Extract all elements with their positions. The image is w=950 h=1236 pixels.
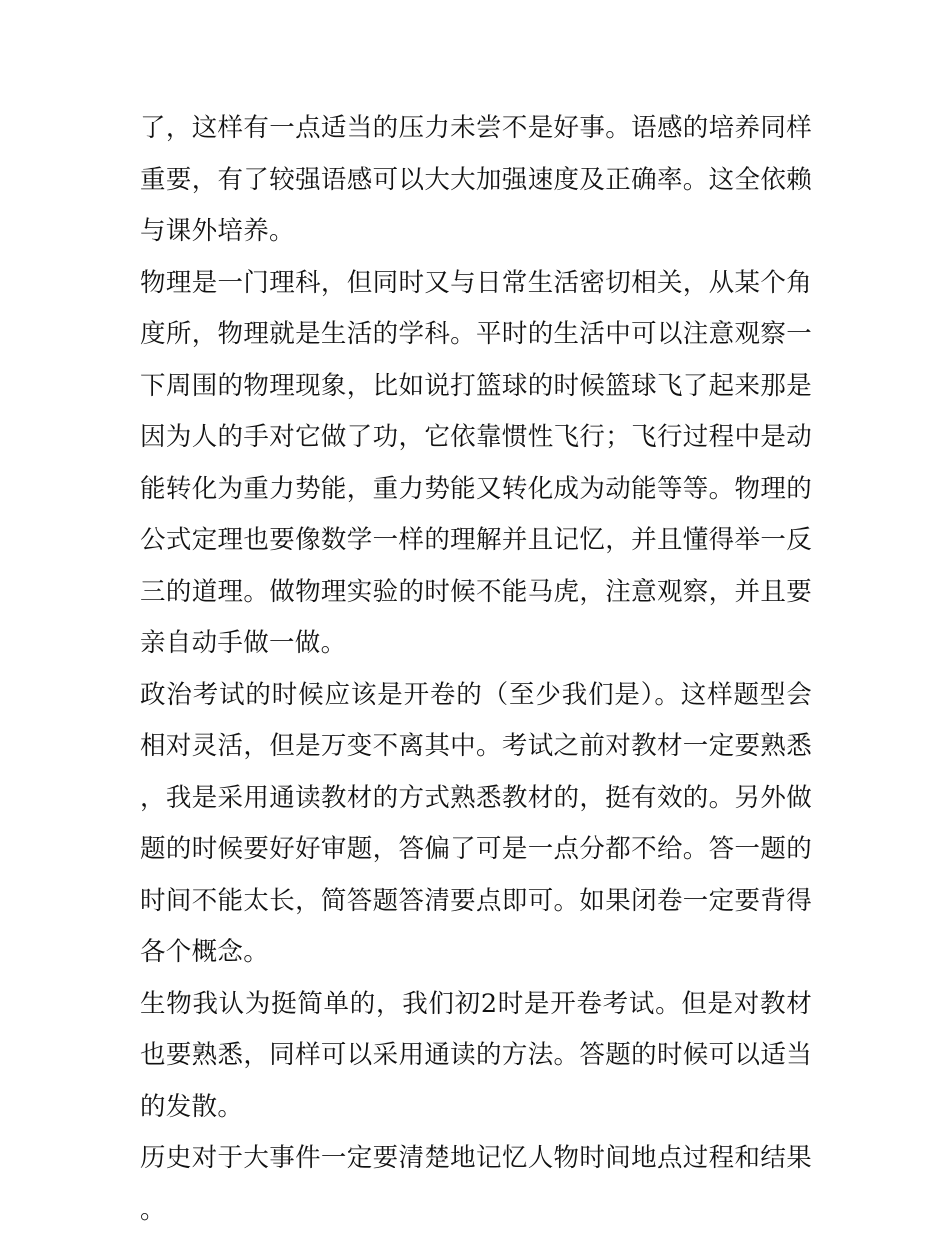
paragraph-history: 历史对于大事件一定要清楚地记忆人物时间地点过程和结果。 [140, 1143, 812, 1225]
paragraph-english-continuation: 了，这样有一点适当的压力未尝不是好事。语感的培养同样重要，有了较强语感可以大大加强速度及正确率。这全依赖与课外培养。 [140, 113, 812, 246]
paragraph-politics: 政治考试的时候应该是开卷的（至少我们是）。这样题型会相对灵活，但是万变不离其中。考试之前对教材一定要熟悉，我是采用通读教材的方式熟悉教材的，挺有效的。另外做题的时候要好好审题，答偏了可是一点分都不给。答一题的时间不能太长，简答题答清要点即可。如果闭卷一定要背得各个概念。 [140, 679, 812, 967]
paragraph-biology: 生物我认为挺简单的，我们初2时是开卷考试。但是对教材也要熟悉，同样可以采用通读的方法。答题的时候可以适当的发散。 [140, 988, 812, 1122]
document-body [140, 103, 812, 1236]
paragraph-physics: 物理是一门理科，但同时又与日常生活密切相关，从某个角度所，物理就是生活的学科。平时的生活中可以注意观察一下周围的物理现象，比如说打篮球的时候篮球飞了起来那是因为人的手对它做了功，它依靠惯性飞行；飞行过程中是动能转化为重力势能，重力势能又转化成为动能等等。物理的公式定理也要像数学一样的理解并且记忆，并且懂得举一反三的道理。做物理实验的时候不能马虎，注意观察，并且要亲自动手做一做。 [140, 267, 812, 658]
